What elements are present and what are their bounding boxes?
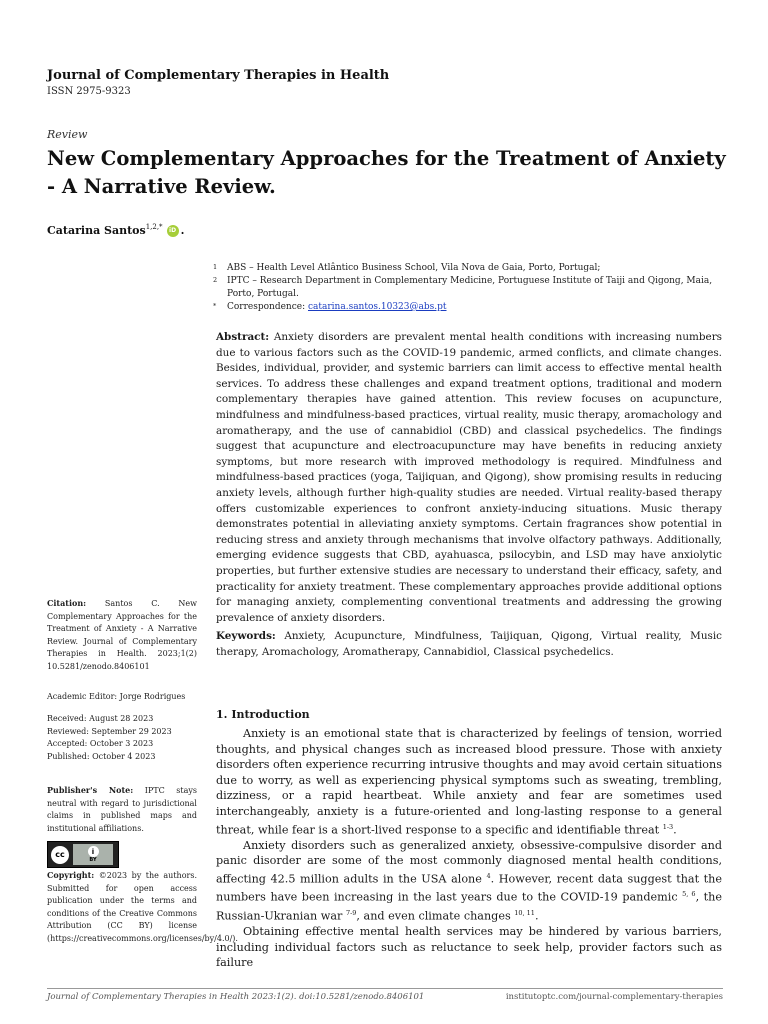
paragraph-text: , the Russian-Ukranian war: [216, 891, 723, 923]
correspondence: [213, 301, 723, 314]
footer-url[interactable]: institutoptc.com/journal-complementary-therapies: [505, 992, 723, 1002]
introduction-body: [216, 726, 722, 971]
article-type: Review: [47, 128, 88, 141]
reference-mark: 5, 6: [682, 890, 696, 899]
by-label: BY: [89, 857, 97, 863]
affiliation-mark: 1: [213, 263, 218, 271]
copyright-text: ©2023 by the authors. Submitted for open access publication under the terms and conditions of the Creative Commons Attribution (CC BY) license (https://creativecommons.org/licenses/by/4.0/).: [47, 871, 238, 943]
paragraph-end: .: [534, 909, 539, 923]
citation-label: Citation:: [47, 598, 87, 608]
academic-editor: Academic Editor: Jorge Rodrigues: [47, 692, 186, 701]
by-attribution-box: [73, 844, 113, 865]
correspondence-label: Correspondence:: [227, 302, 308, 312]
citation-text: Santos C. New Complementary Approaches for the Treatment of Anxiety - A Narrative Review. Journal of Complementary Therapies in Health. 2023;1(2) 10.5281/zenodo.8406101: [47, 599, 197, 671]
reference-mark: 7-9: [345, 908, 357, 917]
reference-mark: 10, 11: [514, 908, 535, 917]
author-affiliation-marks: 1,2,*: [145, 222, 163, 231]
date-reviewed: Reviewed: September 29 2023: [47, 726, 172, 736]
publisher-note-label: Publisher's Note:: [47, 785, 134, 795]
author-name: Catarina Santos: [47, 224, 146, 237]
creative-commons-icon: cc: [51, 846, 69, 864]
footer-citation: Journal of Complementary Therapies in Health 2023:1(2). doi:10.5281/zenodo.8406101: [47, 992, 425, 1002]
affiliation-text: ABS – Health Level Atlântico Business School, Vila Nova de Gaia, Porto, Portugal;: [227, 263, 601, 273]
intro-paragraph-1: [216, 726, 722, 838]
abstract-text: Anxiety disorders are prevalent mental health conditions with increasing numbers due to various factors such as the COVID-19 pandemic, armed conflicts, and climate changes. Besides, individual, provider, and systemic barriers can limit access to effective mental health services. To address these challenges and expand treatment options, traditional and modern complementary therapies have gained attention. This review focuses on acupuncture, mindfulness and mindfulness-based practices, virtual reality, music therapy, aromachology and aromatherapy, and the use of cannabidiol (CBD) and classical psychedelics. The findings suggest that acupuncture and electroacupuncture may have benefits in reducing anxiety symptoms, but more research with improved methodology is required. Mindfulness and mindfulness-based practices (yoga, Taijiquan, and Qigong), show promising results in reducing anxiety levels, although further high-quality studies are needed. Virtual reality-based therapy offers customizable experiences to confront anxiety-inducing situations. Music therapy demonstrates potential in alleviating anxiety symptoms. Certain fragrances show potential in reducing stress and anxiety through mechanisms that involve olfactory pathways. Additionally, emerging evidence suggests that CBD, ayahuasca, psilocybin, and LSD may have anxiolytic properties, but further extensive studies are necessary to understand their efficacy, safety, and practicality for anxiety treatment. These complementary approaches provide additional options for managing anxiety, complementing conventional treatments and addressing the growing prevalence of anxiety disorders.: [216, 331, 722, 624]
affiliation-mark: 2: [213, 276, 218, 284]
author-line: [47, 224, 184, 237]
intro-paragraph-3: Obtaining effective mental health services may be hindered by various barriers, including individual factors such as reluctance to seek help, provider factors such as failure: [216, 925, 722, 970]
affiliations: [213, 262, 723, 314]
reference-mark: 4: [486, 872, 491, 881]
author-end: .: [180, 224, 185, 237]
correspondence-mark: *: [213, 302, 217, 310]
attribution-person-icon: i: [88, 846, 99, 857]
keywords-text: Anxiety, Acupuncture, Mindfulness, Taijiquan, Qigong, Virtual reality, Music therapy, Aromachology, Aromatherapy, Cannabidiol, Classical psychedelics.: [216, 630, 722, 658]
date-published: Published: October 4 2023: [47, 751, 156, 761]
intro-paragraph-2: [216, 838, 722, 924]
keywords-label: Keywords:: [216, 630, 276, 642]
publisher-note: [47, 784, 197, 835]
footer-divider: [47, 988, 723, 989]
abstract-label: Abstract:: [216, 331, 270, 343]
paragraph-end: .: [673, 823, 677, 837]
orcid-icon[interactable]: iD: [167, 225, 179, 237]
paragraph-text: . However, recent data suggest that the numbers have been increasing in the last years due to the COVID-19 pandemic: [216, 872, 722, 905]
affiliation-1: [213, 262, 723, 275]
affiliation-text: IPTC – Research Department in Complementary Medicine, Portuguese Institute of Taiji and Qigong, Maia, Porto, Portugal.: [227, 276, 713, 299]
dates-block: [47, 713, 197, 763]
reference-mark: 1-3: [662, 822, 674, 831]
date-accepted: Accepted: October 3 2023: [47, 739, 154, 748]
paragraph-text: Anxiety disorders such as generalized anxiety, obsessive-compulsive disorder and panic disorder are some of the most commonly diagnosed mental health conditions, affecting 42.5 million adults in the USA alone: [216, 838, 722, 886]
section-heading: 1. Introduction: [216, 708, 310, 721]
date-received: Received: August 28 2023: [47, 714, 154, 723]
keywords: [216, 629, 722, 660]
citation-block: [47, 597, 197, 673]
copyright-label: Copyright:: [47, 870, 95, 880]
affiliation-2: [213, 275, 723, 301]
paragraph-text: , and even climate changes: [356, 909, 511, 923]
issn: ISSN 2975-9323: [47, 86, 131, 97]
cc-by-license-badge[interactable]: [47, 841, 119, 868]
correspondence-email-link[interactable]: catarina.santos.10323@abs.pt: [307, 302, 447, 312]
journal-name: Journal of Complementary Therapies in Health: [47, 68, 390, 83]
copyright-block: [47, 869, 238, 945]
abstract: [216, 330, 722, 626]
paragraph-text: Anxiety is an emotional state that is characterized by feelings of tension, worried thoughts, and physical changes such as increased blood pressure. Those with anxiety disorders often experience recurring intrusive thoughts and may avoid certain situations due to worry, as well as experiencing physical symptoms such as sweating, trembling, dizziness, or a rapid heartbeat. While anxiety and fear are sometimes used interchangeably, anxiety is a future-oriented and long-lasting response to a general threat, while fear is a short-lived response to a specific and identifiable threat: [216, 727, 722, 837]
article-title: New Complementary Approaches for the Treatment of Anxiety - A Narrative Review.: [47, 147, 726, 198]
publisher-note-text: IPTC stays neutral with regard to jurisdictional claims in published maps and institutional affiliations.: [47, 786, 197, 833]
